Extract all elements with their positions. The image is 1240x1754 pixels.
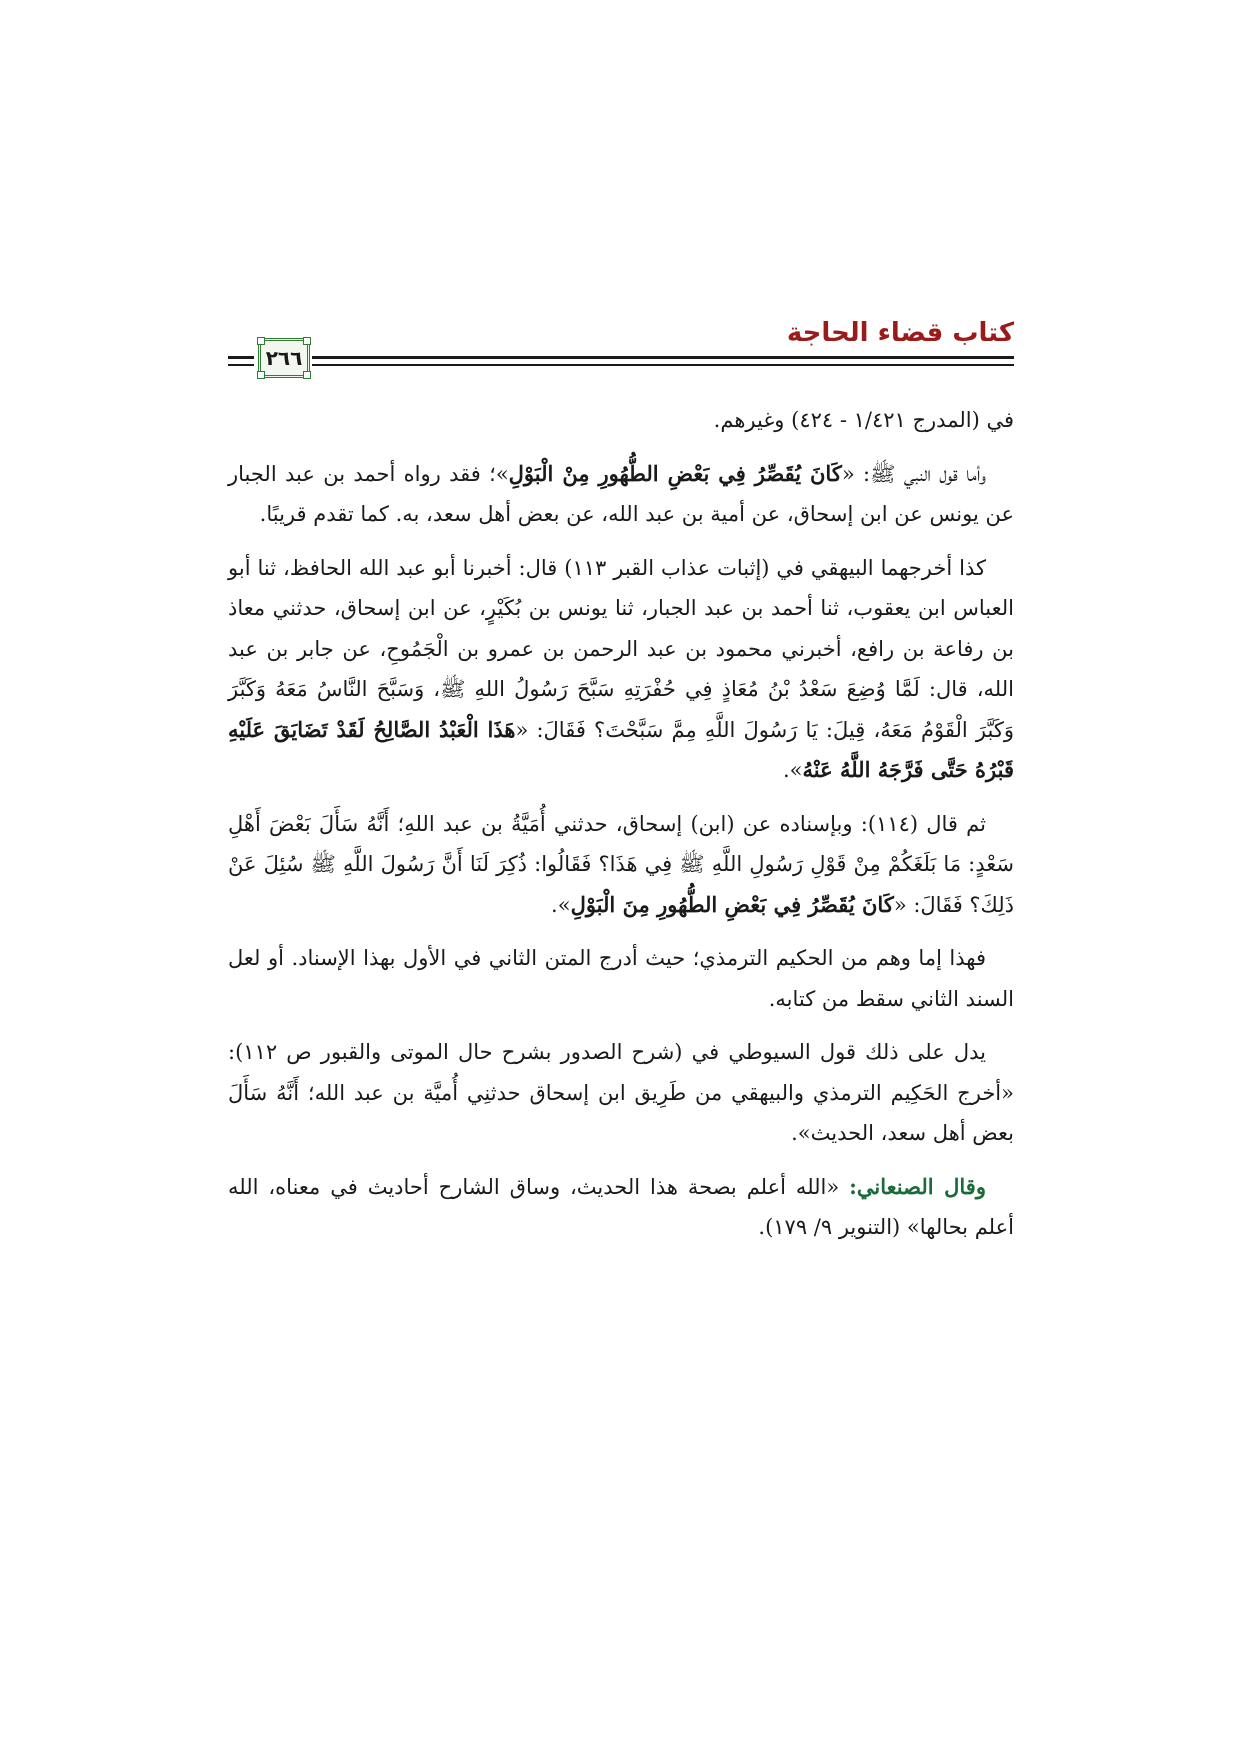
paragraph-text: ». bbox=[783, 758, 803, 782]
badge-corner-ornament bbox=[303, 337, 311, 345]
paragraph-4 bbox=[228, 804, 1014, 926]
paragraph-6 bbox=[228, 1032, 1014, 1154]
paragraph-3 bbox=[228, 548, 1014, 791]
header-rule-left-bottom bbox=[228, 364, 254, 366]
paragraph-text: »؛ فقد رواه أحمد بن عبد الجبار عن يونس عن ابن إسحاق، عن أمية بن عبد الله، عن بعض أهل سعد، به. كما تقدم قريبًا. bbox=[228, 461, 1014, 526]
page-body bbox=[228, 400, 1014, 1261]
paragraph-7 bbox=[228, 1167, 1014, 1248]
header-rule-bottom bbox=[312, 364, 1014, 366]
book-title: كتاب قضاء الحاجة bbox=[786, 318, 1014, 348]
badge-corner-ornament bbox=[257, 371, 265, 379]
paragraph-text: يدل على ذلك قول السيوطي في (شرح الصدور بشرح حال الموتى والقبور ص ١١٢): «أخرج الحَكِيم الترمذي والبيهقي من طَرِيق ابن إسحاق حدثنِي أُميَّة بن عبد الله؛ أَنَّهُ سَأَلَ بعض أهل سعد، الحديث». bbox=[228, 1040, 1014, 1145]
paragraph-text: «الله أعلم بصحة هذا الحديث، وساق الشارح أحاديث في معناه، الله أعلم بحالها» (التنوير ٩/ ١٧٩). bbox=[228, 1174, 1014, 1239]
paragraph-text: فهذا إما وهم من الحكيم الترمذي؛ حيث أدرج المتن الثاني في الأول بهذا الإسناد. أو لعل السند الثاني سقط من كتابه. bbox=[228, 946, 1014, 1011]
paragraph-2 bbox=[228, 454, 1014, 535]
page-number: ٢٦٦ bbox=[265, 346, 303, 370]
page-header bbox=[228, 318, 1014, 378]
paragraph-1 bbox=[228, 400, 1014, 441]
badge-corner-ornament bbox=[257, 337, 265, 345]
paragraph-text: ». bbox=[551, 892, 571, 917]
header-rule-top bbox=[312, 356, 1014, 359]
header-rule-left-top bbox=[228, 356, 254, 359]
paragraph-text: في (المدرج ١/٤٢١ - ٤٢٤) وغيرهم. bbox=[713, 408, 1014, 432]
paragraph-text: وأما قول النبي ﷺ: « bbox=[841, 461, 987, 486]
paragraph-text: كذا أخرجهما البيهقي في (إثبات عذاب القبر ١١٣) قال: أخبرنا أبو عبد الله الحافظ، ثنا أبو العباس ابن يعقوب، ثنا أحمد بن عبد الجبار، ثنا يونس بن بُكَيْرٍ، عن ابن إسحاق، حدثني معاذ بن رفاعة بن رافع، أخبرني محمود بن عبد الرحمن بن عمرو بن الْجَمُوحِ، عن جابر بن عبد الله، قال: لَمَّا وُضِعَ سَعْدُ بْنُ مُعَاذٍ فِي حُفْرَتِهِ سَبَّحَ رَسُولُ اللهِ ﷺ، وَسَبَّحَ النَّاسُ مَعَهُ وَكَبَّرَ وَكَبَّرَ الْقَوْمُ مَعَهُ، قِيلَ: يَا رَسُولَ اللَّهِ مِمَّ سَبَّحْتَ؟ فَقَالَ: « bbox=[228, 555, 1014, 742]
hadith-quote: كَانَ يُقَصِّرُ فِي بَعْضِ الطُّهُورِ مِنْ الْبَوْلِ bbox=[508, 460, 842, 486]
badge-corner-ornament bbox=[303, 371, 311, 379]
paragraph-text: ثم قال (١١٤): وبإسناده عن (ابن) إسحاق، حدثني أُمَيَّةُ بن عبد اللهِ؛ أَنَّهُ سَأَلَ بَعْضَ أَهْلِ سَعْدٍ: مَا بَلَغَكُمْ مِنْ قَوْلِ رَسُولِ اللَّهِ ﷺ فِي هَذَا؟ فَقَالُوا: ذُكِرَ لَنَا أَنَّ رَسُولَ اللَّهِ ﷺ سُئِلَ عَنْ ذَلِكَ؟ فَقَالَ: « bbox=[228, 811, 1014, 917]
paragraph-5 bbox=[228, 938, 1014, 1019]
hadith-quote: هَذَا الْعَبْدُ الصَّالِحُ لَقَدْ تَضَايَقَ عَلَيْهِ قَبْرُهُ حَتَّى فَرَّجَهُ اللَّهُ عَنْهُ bbox=[228, 716, 1014, 782]
page-number-badge bbox=[258, 338, 310, 378]
hadith-quote: كَانَ يُقَصِّرُ فِي بَعْضِ الطُّهُورِ مِنَ الْبَوْلِ bbox=[570, 891, 894, 917]
paragraph-lead: وقال الصنعاني: bbox=[849, 1173, 986, 1199]
